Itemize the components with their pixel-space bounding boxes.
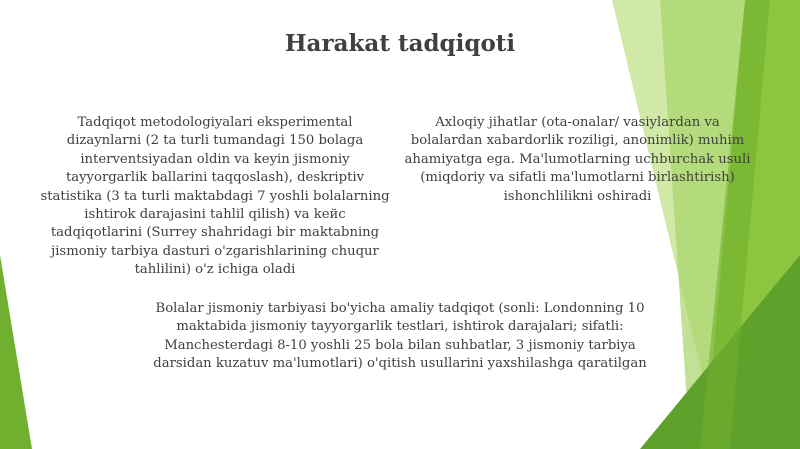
right-column-text: Axloqiy jihatlar (ota-onalar/ vasiylardan va bolalardan xabardorlik roziligi, anonimlik) muhim ahamiyatga ega. Ma'lumotlarning uchburchak usuli (miqdoriy va sifatli ma'lumotlarni birlashtirish) ishonchlilikni oshiradi (404, 115, 751, 204)
slide-title: Harakat tadqiqoti (284, 30, 516, 57)
bottom-text: Bolalar jismoniy tarbiyasi bo'yicha amaliy tadqiqot (sonli: Londonning 10 maktabida jismoniy tayyorgarlik testlari, ishtirok darajalari; sifatli: Manchesterdagi 8-10 yoshli 25 bola bilan suhbatlar, 3 jismoniy tarbiya darsidan kuzatuv ma'lumotlari) o'qitish usullarini yaxshilashga qaratilgan (153, 301, 647, 372)
left-corner-shape (0, 255, 32, 449)
left-column-text: Tadqiqot metodologiyalari eksperimental dizaynlarni (2 ta turli tumandagi 150 bolaga interventsiyadan oldin va keyin jismoniy tayyorgarlik ballarini taqqoslash), deskriptiv statistika (3 ta turli maktabdagi 7 yoshli bolalarning ishtirok darajasini tahlil qilish) va keйс tadqiqotlarini (Surrey shahridagi bir maktabning jismoniy tarbiya dasturi o'zgarishlarining chuqur tahlilini) o'z ichiga oladi (40, 115, 390, 278)
